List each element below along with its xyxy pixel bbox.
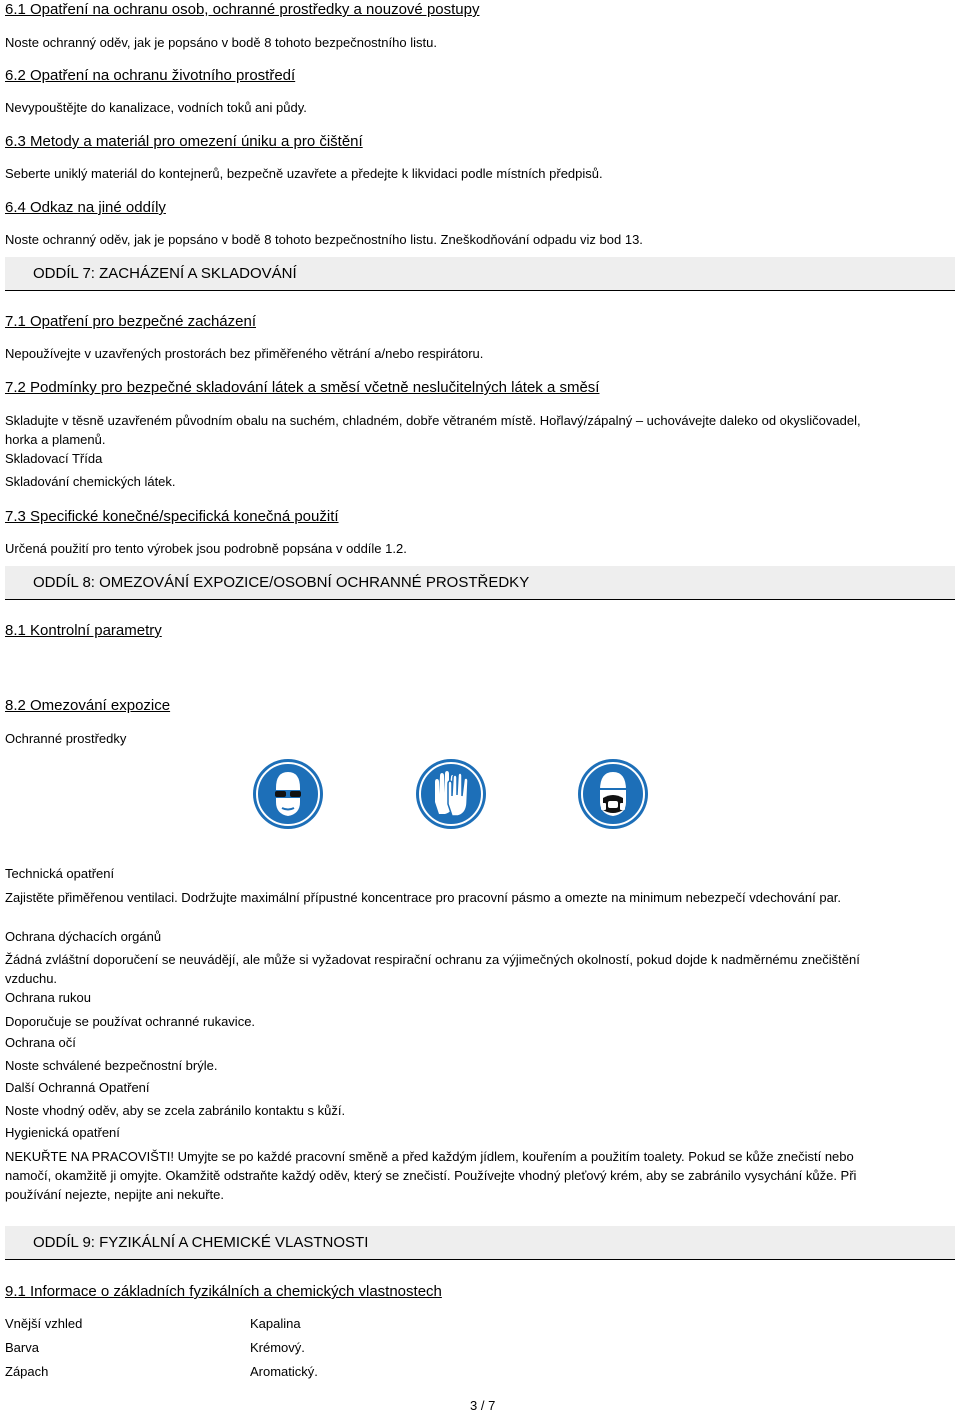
page-number: 3 / 7	[470, 1398, 496, 1413]
hand-protection-text: Doporučuje se používat ochranné rukavice.	[5, 1014, 256, 1029]
heading-8-1: 8.1 Kontrolní parametry	[5, 622, 162, 639]
property-value: Krémový.	[250, 1340, 305, 1355]
heading-6-4: 6.4 Odkaz na jiné oddíly	[5, 199, 166, 216]
property-label: Vnější vzhled	[5, 1316, 83, 1331]
protective-gloves-icon	[415, 758, 487, 830]
property-label: Barva	[5, 1340, 39, 1355]
section-9-title: ODDÍL 9: FYZIKÁLNÍ A CHEMICKÉ VLASTNOSTI	[33, 1234, 369, 1251]
eye-protection-text: Noste schválené bezpečnostní brýle.	[5, 1058, 218, 1073]
section-7-bar	[5, 257, 955, 291]
property-label: Zápach	[5, 1364, 49, 1379]
protective-equipment-label: Ochranné prostředky	[5, 731, 127, 746]
text-7-3: Určená použití pro tento výrobek jsou podrobně popsána v oddíle 1.2.	[5, 541, 407, 556]
heading-7-3: 7.3 Specifické konečné/specifická konečná použití	[5, 508, 339, 525]
technical-measures-text: Zajistěte přiměřenou ventilaci. Dodržujte maximální přípustné koncentrace pro pracovní pásmo a omezte na minimum nebezpečí vdechování par.	[5, 890, 842, 905]
technical-measures-label: Technická opatření	[5, 866, 115, 881]
section-8-title: ODDÍL 8: OMEZOVÁNÍ EXPOZICE/OSOBNÍ OCHRANNÉ PROSTŘEDKY	[33, 574, 530, 591]
heading-6-2: 6.2 Opatření na ochranu životního prostředí	[5, 67, 296, 84]
text-7-2-class-value: Skladování chemických látek.	[5, 474, 176, 489]
safety-goggles-icon	[252, 758, 324, 830]
other-protection-text: Noste vhodný oděv, aby se zcela zabránilo kontaktu s kůží.	[5, 1103, 346, 1118]
heading-6-1: 6.1 Opatření na ochranu osob, ochranné prostředky a nouzové postupy	[5, 1, 480, 18]
hygiene-measures-text: NEKUŘTE NA PRACOVIŠTI! Umyjte se po každé pracovní směně a před každým jídlem, kouřením a použitím toalety. Pokud se kůže znečistí nebo namočí, okamžitě ji omyjte. Okamžitě odstraňte každý oděv, který se znečistí. Používejte vhodný pleťový krém, aby se zabránilo vysychání kůže. Při používání nejezte, nepijte ani nekuřte.	[5, 1149, 857, 1202]
hygiene-measures-label: Hygienická opatření	[5, 1125, 120, 1140]
other-protection-label: Další Ochranná Opatření	[5, 1080, 150, 1095]
heading-6-3: 6.3 Metody a materiál pro omezení úniku a pro čištění	[5, 133, 363, 150]
hand-protection-label: Ochrana rukou	[5, 990, 91, 1005]
text-7-1: Nepoužívejte v uzavřených prostorách bez přiměřeného větrání a/nebo respirátoru.	[5, 346, 484, 361]
heading-7-1: 7.1 Opatření pro bezpečné zacházení	[5, 313, 257, 330]
property-value: Kapalina	[250, 1316, 301, 1331]
text-6-1: Noste ochranný oděv, jak je popsáno v bodě 8 tohoto bezpečnostního listu.	[5, 35, 437, 50]
heading-9-1: 9.1 Informace o základních fyzikálních a chemických vlastnostech	[5, 1283, 442, 1300]
heading-7-2: 7.2 Podmínky pro bezpečné skladování látek a směsí včetně neslučitelných látek a směsí	[5, 379, 600, 396]
section-7-title: ODDÍL 7: ZACHÁZENÍ A SKLADOVÁNÍ	[33, 265, 297, 282]
heading-8-2: 8.2 Omezování expozice	[5, 697, 171, 714]
text-6-4: Noste ochranný oděv, jak je popsáno v bodě 8 tohoto bezpečnostního listu. Zneškodňování odpadu viz bod 13.	[5, 232, 643, 247]
property-value: Aromatický.	[250, 1364, 318, 1379]
respiratory-protection-label: Ochrana dýchacích orgánů	[5, 929, 162, 944]
section-9-bar	[5, 1226, 955, 1260]
text-6-3: Seberte uniklý materiál do kontejnerů, bezpečně uzavřete a předejte k likvidaci podle místních předpisů.	[5, 166, 603, 181]
respiratory-protection-text: Žádná zvláštní doporučení se neuvádějí, ale může si vyžadovat respirační ochranu za výjimečných okolností, pokud dojde k nadměrnému znečištění vzduchu.	[5, 952, 860, 986]
text-7-2-class-label: Skladovací Třída	[5, 451, 103, 466]
section-8-bar	[5, 566, 955, 600]
eye-protection-label: Ochrana očí	[5, 1035, 76, 1050]
text-6-2: Nevypouštějte do kanalizace, vodních toků ani půdy.	[5, 100, 307, 115]
respirator-icon	[577, 758, 649, 830]
text-7-2: Skladujte v těsně uzavřeném původním obalu na suchém, chladném, dobře větraném místě. Hořlavý/zápalný – uchovávejte daleko od okysličovadel, horka a plamenů.	[5, 413, 861, 447]
